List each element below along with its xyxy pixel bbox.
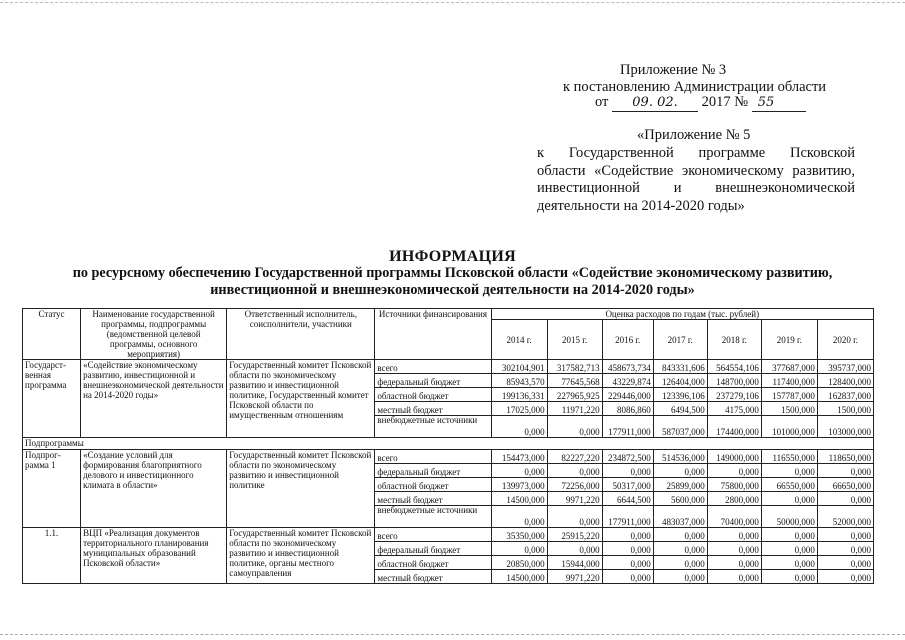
value-cell: 0,000 bbox=[602, 528, 653, 542]
value-cell: 0,000 bbox=[817, 528, 873, 542]
source-cell: местный бюджет bbox=[375, 492, 491, 506]
value-cell: 2800,000 bbox=[707, 492, 761, 506]
value-cell: 149000,000 bbox=[707, 450, 761, 464]
source-cell: внебюджетные источники bbox=[375, 416, 491, 438]
value-cell: 0,000 bbox=[761, 556, 817, 570]
value-cell: 6644,500 bbox=[602, 492, 653, 506]
document-subtitle-line1: по ресурсному обеспечению Государственной программы Псковской области «Содействие экономическому развитию, bbox=[72, 265, 833, 281]
value-cell: 234872,500 bbox=[602, 450, 653, 464]
value-cell: 302104,901 bbox=[491, 360, 547, 374]
scan-edge-bottom bbox=[0, 634, 905, 635]
source-cell: всего bbox=[375, 360, 491, 374]
value-cell: 82227,220 bbox=[547, 450, 602, 464]
value-cell: 514536,000 bbox=[653, 450, 707, 464]
year-header: 2018 г. bbox=[707, 320, 761, 360]
value-cell: 564554,106 bbox=[707, 360, 761, 374]
value-cell: 66550,000 bbox=[761, 478, 817, 492]
value-cell: 0,000 bbox=[761, 464, 817, 478]
value-cell: 9971,220 bbox=[547, 492, 602, 506]
value-cell: 174400,000 bbox=[707, 416, 761, 438]
source-cell: областной бюджет bbox=[375, 478, 491, 492]
value-cell: 66650,000 bbox=[817, 478, 873, 492]
value-cell: 139973,000 bbox=[491, 478, 547, 492]
table-row bbox=[23, 528, 874, 542]
year-label: 2017 № bbox=[701, 94, 749, 110]
header-name: Наименование государственной программы, подпрограммы (ведомственной целевой программы, основного мероприятия) bbox=[81, 309, 227, 360]
value-cell: 14500,000 bbox=[491, 492, 547, 506]
appendix5-text bbox=[537, 145, 855, 215]
value-cell: 0,000 bbox=[817, 464, 873, 478]
source-cell: федеральный бюджет bbox=[375, 464, 491, 478]
year-header: 2020 г. bbox=[817, 320, 873, 360]
value-cell: 162837,000 bbox=[817, 388, 873, 402]
value-cell: 0,000 bbox=[761, 528, 817, 542]
value-cell: 20850,000 bbox=[491, 556, 547, 570]
value-cell: 0,000 bbox=[602, 570, 653, 584]
value-cell: 843331,606 bbox=[653, 360, 707, 374]
appendix-date-line bbox=[595, 94, 806, 112]
value-cell: 5600,000 bbox=[653, 492, 707, 506]
value-cell: 0,000 bbox=[817, 542, 873, 556]
program-name: «Содействие экономическому развитию, инвестиционной и внешнеэкономической деятельности на 2014-2020 годы» bbox=[81, 360, 227, 438]
value-cell: 0,000 bbox=[602, 464, 653, 478]
program-status: Государст-венная программа bbox=[23, 360, 81, 438]
year-header: 2014 г. bbox=[491, 320, 547, 360]
value-cell: 123396,106 bbox=[653, 388, 707, 402]
source-cell: всего bbox=[375, 450, 491, 464]
value-cell: 1500,000 bbox=[817, 402, 873, 416]
value-cell: 177911,000 bbox=[602, 506, 653, 528]
value-cell: 0,000 bbox=[707, 570, 761, 584]
value-cell: 148700,000 bbox=[707, 374, 761, 388]
value-cell: 0,000 bbox=[707, 556, 761, 570]
value-cell: 126404,000 bbox=[653, 374, 707, 388]
source-cell: всего bbox=[375, 528, 491, 542]
value-cell: 458673,734 bbox=[602, 360, 653, 374]
value-cell: 199136,331 bbox=[491, 388, 547, 402]
table-row bbox=[23, 360, 874, 374]
value-cell: 35350,000 bbox=[491, 528, 547, 542]
from-label: от bbox=[595, 94, 609, 110]
value-cell: 25899,000 bbox=[653, 478, 707, 492]
value-cell: 1500,000 bbox=[761, 402, 817, 416]
value-cell: 0,000 bbox=[491, 506, 547, 528]
value-cell: 0,000 bbox=[653, 556, 707, 570]
value-cell: 43229,874 bbox=[602, 374, 653, 388]
value-cell: 229446,000 bbox=[602, 388, 653, 402]
value-cell: 8086,860 bbox=[602, 402, 653, 416]
value-cell: 483037,000 bbox=[653, 506, 707, 528]
value-cell: 0,000 bbox=[761, 570, 817, 584]
value-cell: 395737,000 bbox=[817, 360, 873, 374]
value-cell: 52000,000 bbox=[817, 506, 873, 528]
header-status: Статус bbox=[23, 309, 81, 360]
value-cell: 50317,000 bbox=[602, 478, 653, 492]
value-cell: 0,000 bbox=[602, 542, 653, 556]
program-executor: Государственный комитет Псковской области по экономическому развитию и инвестиционной политике, Государственный комитет Псковской области по имущественным отношениям bbox=[227, 360, 375, 438]
value-cell: 0,000 bbox=[491, 464, 547, 478]
value-cell: 101000,000 bbox=[761, 416, 817, 438]
header-executor: Ответственный исполнитель, соисполнители, участники bbox=[227, 309, 375, 360]
subprograms-row bbox=[23, 438, 874, 450]
value-cell: 85943,570 bbox=[491, 374, 547, 388]
year-header: 2017 г. bbox=[653, 320, 707, 360]
value-cell: 50000,000 bbox=[761, 506, 817, 528]
subprogram1-status: Подпрог-рамма 1 bbox=[23, 450, 81, 528]
appendix5-number: «Приложение № 5 bbox=[637, 127, 751, 143]
source-cell: областной бюджет bbox=[375, 388, 491, 402]
table-row bbox=[23, 450, 874, 464]
value-cell: 0,000 bbox=[817, 556, 873, 570]
subprogram1-executor: Государственный комитет Псковской области по экономическому развитию и инвестиционной политике bbox=[227, 450, 375, 528]
value-cell: 157787,000 bbox=[761, 388, 817, 402]
item11-name: ВЦП «Реализация документов территориального планирования муниципальных образований Псковской области» bbox=[81, 528, 227, 584]
value-cell: 317582,713 bbox=[547, 360, 602, 374]
value-cell: 72256,000 bbox=[547, 478, 602, 492]
value-cell: 0,000 bbox=[653, 570, 707, 584]
value-cell: 237279,106 bbox=[707, 388, 761, 402]
subprograms-label: Подпрограммы bbox=[23, 438, 874, 450]
appendix5-line: инвестиционной и внешнеэкономической bbox=[537, 180, 855, 196]
year-header: 2016 г. bbox=[602, 320, 653, 360]
value-cell: 0,000 bbox=[817, 492, 873, 506]
value-cell: 0,000 bbox=[547, 416, 602, 438]
source-cell: областной бюджет bbox=[375, 556, 491, 570]
scan-edge-top bbox=[0, 2, 905, 3]
value-cell: 177911,000 bbox=[602, 416, 653, 438]
value-cell: 0,000 bbox=[707, 528, 761, 542]
source-cell: местный бюджет bbox=[375, 570, 491, 584]
value-cell: 103000,000 bbox=[817, 416, 873, 438]
value-cell: 0,000 bbox=[653, 528, 707, 542]
handwritten-date: 09. 02. bbox=[612, 94, 698, 112]
value-cell: 227965,925 bbox=[547, 388, 602, 402]
value-cell: 0,000 bbox=[547, 542, 602, 556]
value-cell: 0,000 bbox=[491, 542, 547, 556]
header-sources: Источники финансирования bbox=[375, 309, 491, 360]
appendix5-line: к Государственной программе Псковской bbox=[537, 145, 855, 161]
value-cell: 377687,000 bbox=[761, 360, 817, 374]
item11-status: 1.1. bbox=[23, 528, 81, 584]
value-cell: 9971,220 bbox=[547, 570, 602, 584]
source-cell: внебюджетные источники bbox=[375, 506, 491, 528]
handwritten-number: 55 bbox=[752, 94, 806, 112]
value-cell: 116550,000 bbox=[761, 450, 817, 464]
year-header: 2019 г. bbox=[761, 320, 817, 360]
value-cell: 0,000 bbox=[707, 464, 761, 478]
item11-executor: Государственный комитет Псковской области по экономическому развитию и инвестиционной политике, органы местного самоуправления bbox=[227, 528, 375, 584]
value-cell: 587037,000 bbox=[653, 416, 707, 438]
value-cell: 0,000 bbox=[653, 464, 707, 478]
value-cell: 11971,220 bbox=[547, 402, 602, 416]
value-cell: 75800,000 bbox=[707, 478, 761, 492]
appendix-resolution: к постановлению Администрации области bbox=[563, 79, 827, 95]
appendix5-line: области «Содействие экономическому развитию, bbox=[537, 162, 855, 179]
value-cell: 70400,000 bbox=[707, 506, 761, 528]
resource-table bbox=[22, 308, 874, 584]
value-cell: 0,000 bbox=[817, 570, 873, 584]
document-subtitle-line2: инвестиционной и внешнеэкономической деятельности на 2014-2020 годы» bbox=[210, 282, 695, 298]
value-cell: 128400,000 bbox=[817, 374, 873, 388]
value-cell: 118650,000 bbox=[817, 450, 873, 464]
value-cell: 0,000 bbox=[707, 542, 761, 556]
value-cell: 4175,000 bbox=[707, 402, 761, 416]
value-cell: 0,000 bbox=[602, 556, 653, 570]
value-cell: 15944,000 bbox=[547, 556, 602, 570]
value-cell: 0,000 bbox=[653, 542, 707, 556]
value-cell: 6494,500 bbox=[653, 402, 707, 416]
source-cell: местный бюджет bbox=[375, 402, 491, 416]
value-cell: 77645,568 bbox=[547, 374, 602, 388]
value-cell: 0,000 bbox=[547, 506, 602, 528]
value-cell: 117400,000 bbox=[761, 374, 817, 388]
value-cell: 0,000 bbox=[491, 416, 547, 438]
value-cell: 0,000 bbox=[761, 542, 817, 556]
value-cell: 0,000 bbox=[547, 464, 602, 478]
value-cell: 14500,000 bbox=[491, 570, 547, 584]
appendix5-line: деятельности на 2014-2020 годы» bbox=[537, 197, 745, 214]
value-cell: 17025,000 bbox=[491, 402, 547, 416]
header-row bbox=[23, 309, 874, 320]
header-estimate: Оценка расходов по годам (тыс. рублей) bbox=[491, 309, 873, 320]
source-cell: федеральный бюджет bbox=[375, 542, 491, 556]
appendix-number: Приложение № 3 bbox=[620, 62, 727, 78]
subprogram1-name: «Создание условий для формирования благоприятного делового и инвестиционного климата в области» bbox=[81, 450, 227, 528]
value-cell: 25915,220 bbox=[547, 528, 602, 542]
document-title: ИНФОРМАЦИЯ bbox=[389, 248, 516, 265]
value-cell: 154473,000 bbox=[491, 450, 547, 464]
year-header: 2015 г. bbox=[547, 320, 602, 360]
source-cell: федеральный бюджет bbox=[375, 374, 491, 388]
value-cell: 0,000 bbox=[761, 492, 817, 506]
